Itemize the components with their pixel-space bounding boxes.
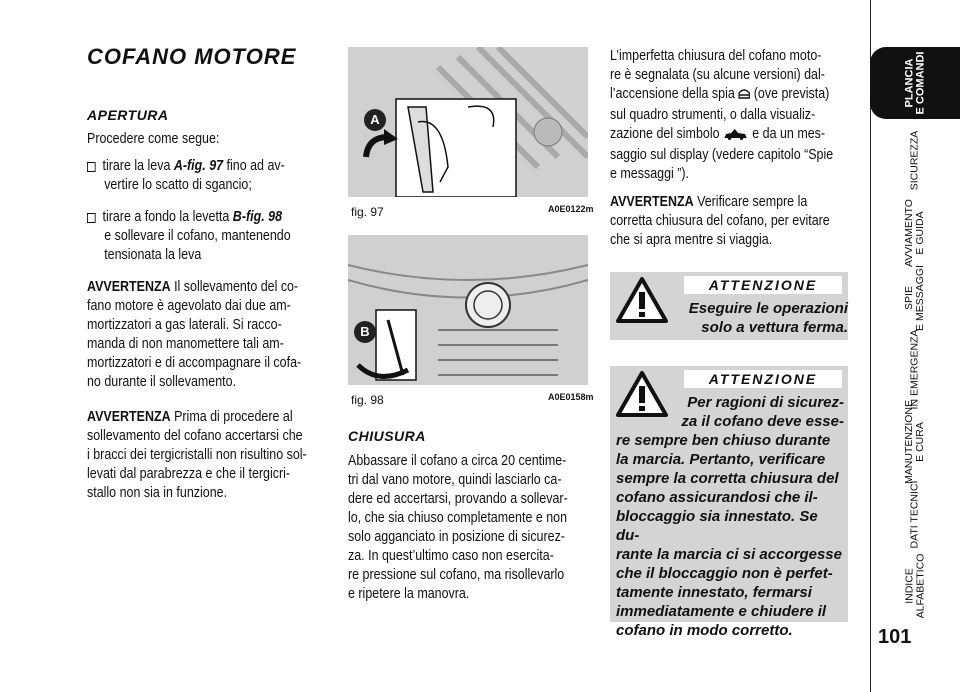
attenzione-2-line: bloccaggio sia innestato. Se du-: [616, 508, 818, 544]
avvertenza-1-line: fano motore è agevolato dai due am-: [87, 298, 291, 314]
avvertenza-3-label: AVVERTENZA: [610, 194, 694, 210]
attenzione-tag-1: ATTENZIONE: [684, 276, 842, 294]
bullet-2-text: tirare a fondo la levetta: [102, 209, 233, 225]
hood-latch-illustration-icon: [348, 235, 588, 385]
right-line: re è segnalata (su alcune versioni) dal-: [610, 67, 825, 83]
attenzione-2-line: cofano assicurandosi che il-: [616, 489, 818, 506]
bullet-1-text: tirare la leva: [102, 158, 174, 174]
fig-98-caption: fig. 98: [351, 393, 384, 407]
bullet-1: [87, 157, 345, 195]
bullet-2-continuation-2: tensionata la leva: [104, 247, 202, 263]
callout-b-marker: B: [354, 321, 376, 343]
sidebar-tab-line2: E MESSAGGI: [914, 265, 926, 331]
sidebar-tab-in-emergenza[interactable]: [870, 329, 960, 409]
avvertenza-1-line: mortizzatori e di accompagnare il cofa-: [87, 355, 302, 371]
avvertenza-2: [87, 408, 345, 503]
sidebar-tab-spie-e-messaggi[interactable]: [870, 262, 960, 334]
attenzione-1-line: Eseguire le operazioni: [688, 300, 848, 317]
car-hood-open-symbol-icon: [723, 127, 749, 146]
avvertenza-1-label: AVVERTENZA: [87, 279, 171, 295]
avvertenza-2-label: AVVERTENZA: [87, 409, 171, 425]
chiusura-line: tri dal vano motore, quindi lasciarlo ca-: [348, 472, 562, 488]
avvertenza-1-line: no durante il sollevamento.: [87, 374, 237, 390]
avvertenza-3-line: Verificare sempre la: [697, 194, 808, 210]
avvertenza-1: [87, 278, 345, 392]
fig-97-code: A0E0122m: [548, 204, 594, 214]
chiusura-line: Abbassare il cofano a circa 20 centime-: [348, 453, 567, 469]
fig-98-code: A0E0158m: [548, 392, 594, 402]
sidebar-tab-label: [904, 400, 926, 484]
apertura-intro: Procedere come segue:: [87, 131, 220, 147]
avvertenza-1-line: Il sollevamento del co-: [174, 279, 299, 295]
attenzione-2-line: che il bloccaggio non è perfet-: [616, 565, 833, 582]
avvertenza-1-line: manda di non manomettere tali am-: [87, 336, 284, 352]
figure-97-hood-lever: [348, 47, 588, 197]
attenzione-2-line: immediatamente e chiudere il: [616, 603, 827, 620]
checkbox-bullet-icon: [87, 213, 96, 223]
chiusura-line: dere ed accertarsi, provando a sollevar-: [348, 491, 568, 507]
right-line: l’accensione della spia: [610, 86, 735, 102]
sidebar-tab-sicurezza[interactable]: [870, 124, 960, 196]
chiusura-line: e ripetere la manovra.: [348, 586, 470, 602]
warning-triangle-icon: [616, 276, 668, 329]
bullet-2: [87, 208, 345, 265]
avvertenza-3: [610, 193, 853, 250]
sidebar-tab-line1: AVVIAMENTO: [902, 199, 915, 267]
page-number: 101: [878, 626, 912, 648]
right-line: zazione del simbolo: [610, 126, 720, 142]
sidebar-tab-line2: ALFABETICO: [914, 553, 926, 619]
sidebar-tab-line2: E CURA: [914, 422, 926, 462]
attenzione-2-line: Per ragioni di sicurez-: [687, 394, 844, 411]
attenzione-box-2: [610, 366, 848, 639]
attenzione-1-line: solo a vettura ferma.: [701, 319, 848, 336]
sidebar-tab-line1: PLANCIA: [902, 58, 915, 108]
chiusura-line: solo agganciato in posizione di sicurez-: [348, 529, 565, 545]
avvertenza-2-line: sollevamento del cofano accertarsi che: [87, 428, 303, 444]
right-line: L’imperfetta chiusura del cofano moto-: [610, 48, 822, 64]
sidebar-tab-line1: DATI TECNICI: [908, 480, 921, 548]
attenzione-2-line: sempre la corretta chiusura del: [616, 470, 839, 487]
chiusura-line: za. In quest’ultimo caso non esercita-: [348, 548, 554, 564]
sidebar-tab-manutenzione-e-cura[interactable]: [870, 400, 960, 484]
avvertenza-2-line: levati dal parabrezza e che il tergicri-: [87, 466, 291, 482]
bullet-2-ref: B-fig. 98: [232, 209, 283, 225]
sidebar-tab-indice-alfabetico[interactable]: [870, 550, 960, 622]
right-line: e messaggi ”).: [610, 166, 690, 182]
avvertenza-1-line: mortizzatori a gas laterali. Si racco-: [87, 317, 282, 333]
apertura-heading: APERTURA: [87, 107, 169, 123]
attenzione-2-line: tamente innestato, fermarsi: [616, 584, 812, 601]
callout-a-marker: A: [364, 109, 386, 131]
sidebar-tab-label: [904, 199, 926, 267]
sidebar-tab-line1: SICUREZZA: [908, 130, 921, 190]
attenzione-text-1: [672, 299, 848, 337]
chiusura-text: [348, 452, 591, 604]
avvertenza-3-line: che si apra mentre si viaggia.: [610, 232, 773, 248]
fig-97-caption: fig. 97: [351, 205, 384, 219]
sidebar-tab-label: [904, 265, 926, 331]
sidebar-tab-line2: E GUIDA: [913, 211, 926, 255]
chiusura-heading: CHIUSURA: [348, 428, 426, 444]
bullet-2-continuation-1: e sollevare il cofano, mantenendo: [104, 228, 291, 244]
sidebar-tab-plancia-e-comandi[interactable]: [870, 47, 960, 119]
avvertenza-2-line: Prima di procedere al: [174, 409, 293, 425]
sidebar-tab-label: [909, 130, 920, 190]
attenzione-text-2: [616, 393, 844, 640]
checkbox-bullet-icon: [87, 162, 96, 172]
bullet-1-text-after: fino ad av-: [223, 158, 285, 174]
right-line: saggio sul display (vedere capitolo “Spie: [610, 147, 834, 163]
sidebar-tab-line1: MANUTENZIONE: [903, 400, 915, 484]
bullet-1-continuation: vertire lo scatto di sgancio;: [104, 177, 252, 193]
sidebar-tab-line2: E COMANDI: [913, 51, 926, 115]
sidebar-tab-line1: IN EMERGENZA: [908, 329, 921, 409]
bullet-1-ref: A-fig. 97: [173, 158, 224, 174]
sidebar-tab-label: [904, 52, 926, 115]
attenzione-2-line: rante la marcia ci si accorgesse: [616, 546, 842, 563]
avvertenza-2-line: i bracci dei tergicristalli non risultino sol-: [87, 447, 307, 463]
avvertenza-3-line: corretta chiusura del cofano, per evitare: [610, 213, 830, 229]
sidebar-tab-avviamento-e-guida[interactable]: [870, 197, 960, 269]
figure-98-hood-latch: [348, 235, 588, 385]
attenzione-box-1: [610, 272, 848, 340]
attenzione-2-line: cofano in modo corretto.: [616, 622, 793, 639]
attenzione-tag-2: ATTENZIONE: [684, 370, 842, 388]
right-line: (ove prevista): [753, 86, 830, 102]
right-line: e da un mes-: [752, 126, 826, 142]
attenzione-2-line: za il cofano deve esse-: [681, 413, 844, 430]
chiusura-line: re pressione sul cofano, ma risollevarlo: [348, 567, 565, 583]
page-title: COFANO MOTORE: [87, 44, 297, 69]
avvertenza-2-line: stallo non sia in funzione.: [87, 485, 228, 501]
chiusura-line: lo, che sia chiuso completamente e non: [348, 510, 568, 526]
hood-open-warning-light-icon: [738, 87, 750, 106]
sidebar-tab-dati-tecnici[interactable]: [870, 478, 960, 550]
sidebar-tab-line1: INDICE: [903, 568, 915, 604]
right-line: sul quadro strumenti, o dalla visualiz-: [610, 107, 816, 123]
sidebar-tab-label: [910, 329, 921, 409]
sidebar-tab-line1: SPIE: [903, 286, 915, 310]
hood-warning-text: [610, 47, 853, 184]
attenzione-2-line: la marcia. Pertanto, verificare: [616, 451, 826, 468]
attenzione-2-line: re sempre ben chiuso durante: [616, 432, 831, 449]
sidebar-tab-label: [910, 480, 921, 548]
sidebar-tab-label: [904, 554, 926, 619]
